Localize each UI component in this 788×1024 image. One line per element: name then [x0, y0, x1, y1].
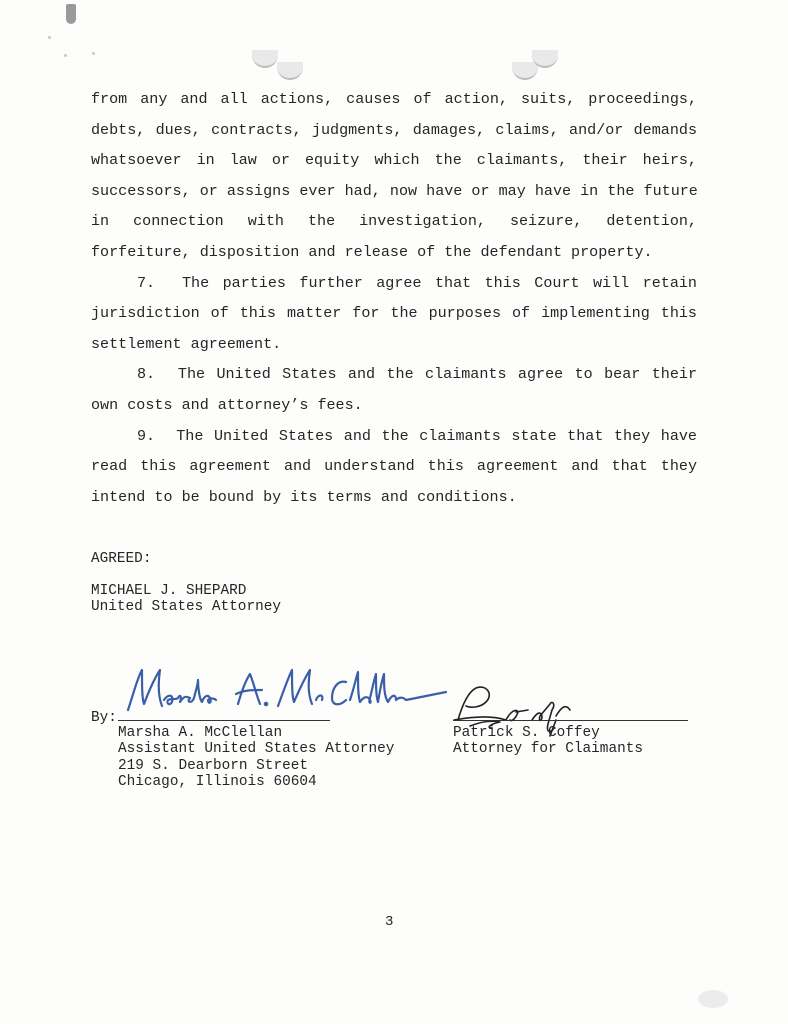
right-signatory-name: Patrick S. Coffey	[453, 725, 600, 741]
text-line: read this agreement and understand this agreement and that they	[91, 457, 697, 476]
right-signatory-title: Attorney for Claimants	[453, 741, 643, 758]
text-line: forfeiture, disposition and release of the defendant property.	[91, 242, 653, 261]
left-signatory-name: Marsha A. McClellan	[118, 725, 283, 741]
text-line: successors, or assigns ever had, now have or may have in the future	[91, 181, 698, 200]
text-line: intend to be bound by its terms and conditions.	[91, 487, 517, 506]
settlement-body-text	[91, 84, 697, 512]
page-number: 3	[385, 914, 394, 930]
text-line: debts, dues, contracts, judgments, damages, claims, and/or demands	[91, 120, 697, 139]
scan-speck	[48, 36, 51, 39]
agreed-label: AGREED:	[91, 551, 152, 567]
signature-mcclellan	[120, 660, 450, 724]
text-line: own costs and attorney’s fees.	[91, 395, 363, 414]
left-signatory-block	[118, 725, 394, 791]
right-signatory-block	[453, 725, 643, 758]
text-line: from any and all actions, causes of action, suits, proceedings,	[91, 90, 697, 108]
scan-speck	[66, 4, 76, 24]
text-line: 9. The United States and the claimants state that they have	[137, 426, 697, 445]
left-signatory-title: Assistant United States Attorney	[118, 741, 395, 758]
signature-line-left	[118, 720, 330, 721]
text-line: jurisdiction of this matter for the purposes of implementing this	[91, 304, 697, 323]
by-label: By:	[91, 710, 117, 726]
text-line: 8. The United States and the claimants agree to bear their	[137, 365, 697, 384]
paragraph-7	[91, 268, 697, 360]
scan-speck	[698, 990, 728, 1008]
text-line: whatsoever in law or equity which the claimants, their heirs,	[91, 151, 697, 170]
scan-hole-mark	[277, 62, 303, 80]
left-signatory-address-2: Chicago, Illinois 60604	[118, 774, 317, 791]
text-line: 7. The parties further agree that this Court will retain	[137, 273, 697, 292]
us-attorney-block	[91, 583, 281, 615]
us-attorney-title: United States Attorney	[91, 599, 281, 616]
paragraph-continuation	[91, 84, 697, 268]
scan-speck	[92, 52, 95, 55]
scan-speck	[64, 54, 67, 57]
text-line: in connection with the investigation, seizure, detention,	[91, 212, 697, 231]
paragraph-9	[91, 421, 697, 513]
us-attorney-name: MICHAEL J. SHEPARD	[91, 583, 247, 599]
signature-line-right	[453, 720, 688, 721]
paragraph-8	[91, 359, 697, 420]
text-line: settlement agreement.	[91, 334, 282, 353]
left-signatory-address-1: 219 S. Dearborn Street	[118, 757, 308, 774]
scan-hole-mark	[252, 50, 278, 68]
scan-hole-mark	[512, 62, 538, 80]
